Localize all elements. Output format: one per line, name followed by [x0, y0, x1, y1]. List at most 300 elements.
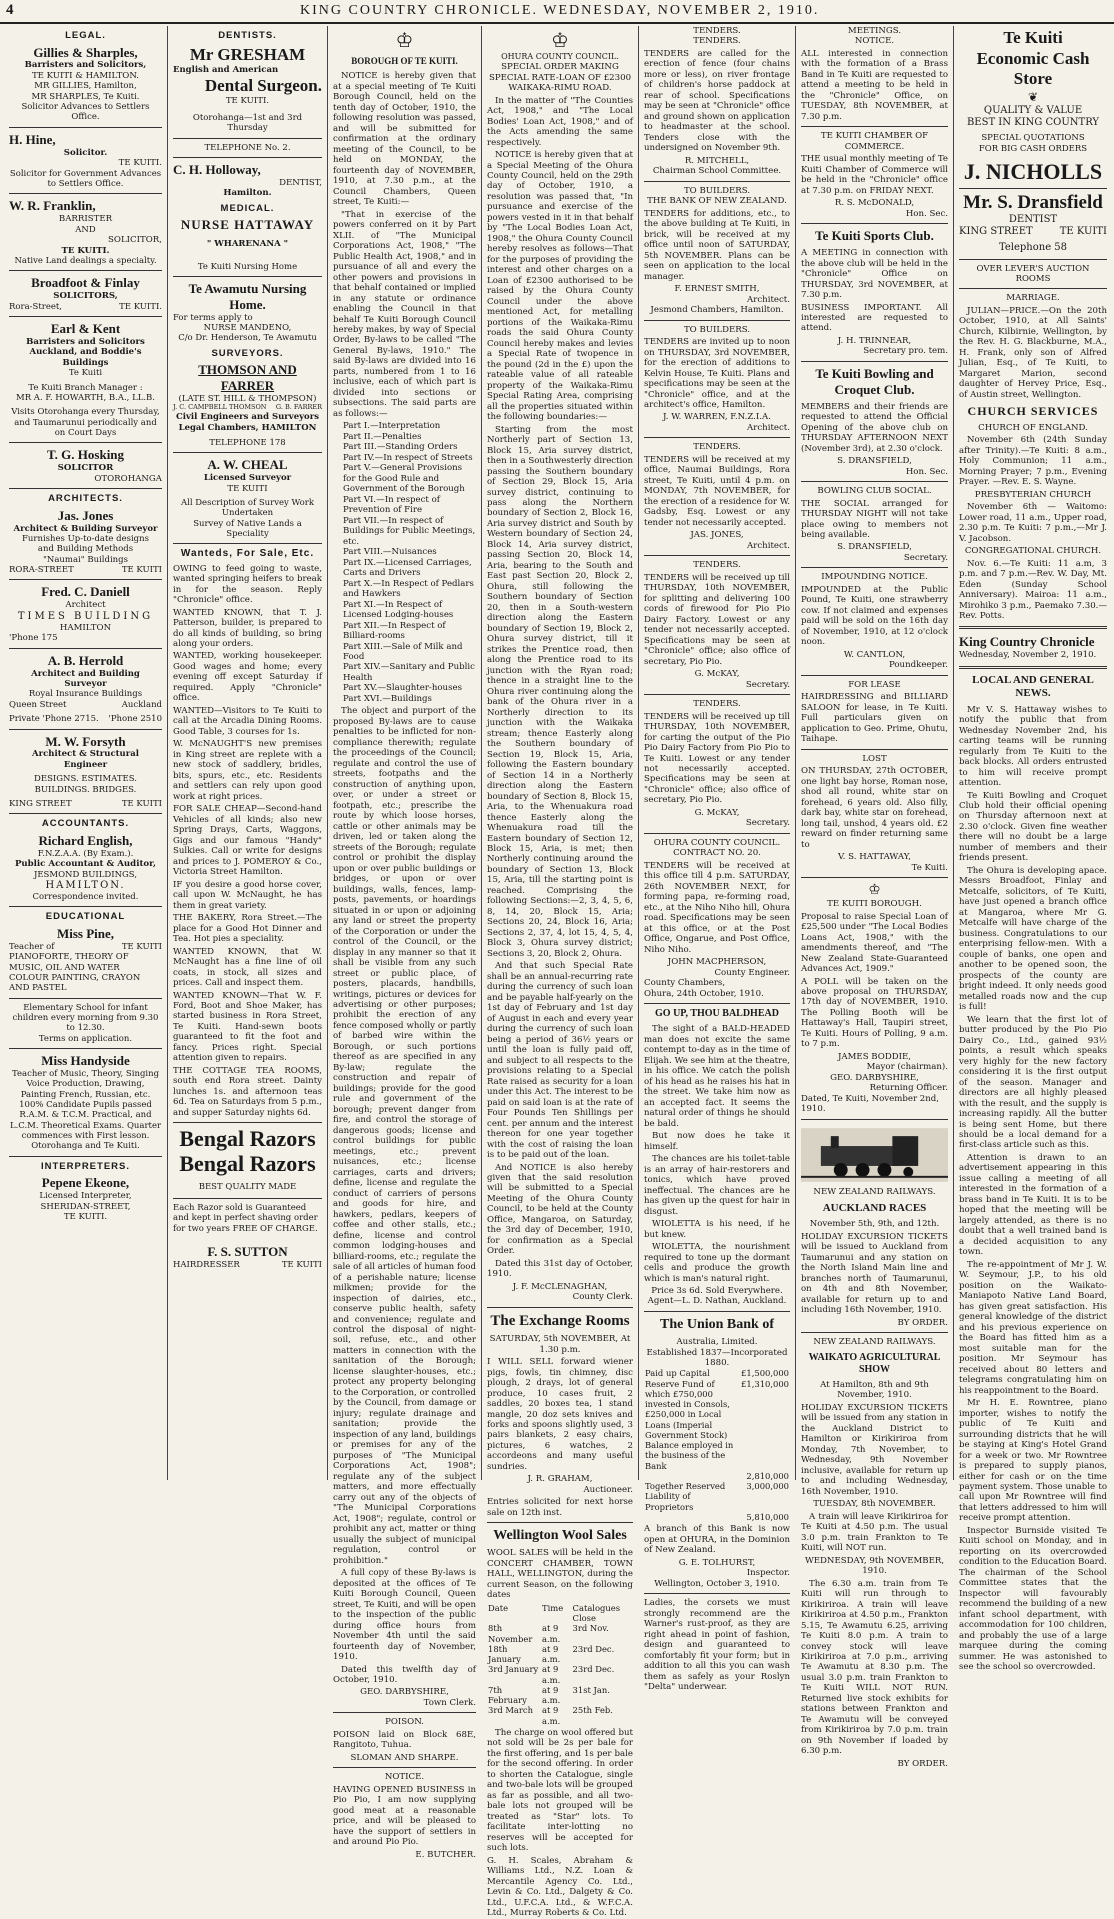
- classified-ad: THE COTTAGE TEA ROOMS, south end Rora street. Dainty lunches 1s. and afternoon teas 6d. Tea on Saturdays from 5 p.m., and supper Saturday nights 6d.: [173, 1065, 322, 1118]
- table-row: [644, 1379, 790, 1471]
- divider: [9, 193, 162, 194]
- signature: S. DRANSFIELD,: [837, 456, 912, 467]
- classified-ad: WANTED, working housekeeper. Good wages and home; every evening off except Saturday if required. Apply "Chronicle" office.: [173, 651, 322, 704]
- issue-date: Wednesday, November 2, 1910.: [959, 650, 1097, 661]
- notice-title: NEW ZEALAND RAILWAYS.: [813, 1187, 936, 1198]
- notice-date: Dated this 31st day of October, 1910.: [487, 1258, 633, 1280]
- railway-notice: HOLIDAY EXCURSION TICKETS will be issued from any station in the Auckland District to Hamilton or Kirikiriroa from Monday, 7th November, to Wednesday, 9th November inclusive, available for return up to and including Wednesday, 16th November, 1910.: [801, 1402, 948, 1497]
- divider: [9, 906, 162, 907]
- church-service-notice: November 6th — Waitomo: Lower road, 11 a.m., Upper road, 2.30 p.m. Te Kuiti: 7 p.m.,—Mr J. V. Jacobson.: [959, 502, 1107, 544]
- ad-line: BEST IN KING COUNTRY: [966, 117, 1100, 129]
- table-row: [644, 1481, 790, 1512]
- notice-title: POISON.: [385, 1717, 424, 1728]
- ad-partner: G. B. FARRER: [275, 403, 322, 412]
- ad-line: Each Razor sold is Guaranteed and kept in perfect shaving order for two years FREE OF CHARGE.: [173, 1203, 318, 1234]
- bylaw-part: Part XVI.—Buildings: [343, 693, 432, 704]
- notice-date: Dated this twelfth day of October, 1910.: [333, 1664, 476, 1685]
- ad-title-exchange-rooms: The Exchange Rooms: [490, 1312, 630, 1329]
- ad-holloway: [173, 162, 322, 199]
- church-name: CHURCH OF ENGLAND.: [978, 422, 1088, 433]
- divider: [801, 481, 948, 482]
- signature: R. S. McDONALD,: [834, 198, 915, 209]
- signature-title: Secretary pro. tem.: [863, 346, 948, 357]
- ad-place: Te Kuiti: [68, 368, 103, 379]
- news-paragraph: Mr V. S. Hattaway wishes to notify the public that from Wednesday November 2nd, his carting teams will be running regularly from Te Kuiti to the back blocks. All orders entrusted to him will receive prompt attention.: [959, 704, 1107, 789]
- signature: JAS. JONES,: [690, 530, 744, 541]
- bylaw-part: Part XIV.—Sanitary and Public Health: [343, 662, 475, 683]
- divider: [9, 1048, 162, 1049]
- newspaper-title: KING COUNTRY CHRONICLE. WEDNESDAY, NOVEMBER 2, 1910.: [300, 3, 820, 18]
- ad-paragraph: I WILL SELL forward wiener pigs, fowls, tin chimney, disc plough, 2 drays, lot of general produce, 10 cases fruit, 2 saddles, 20 boxes tea, 1 stand mangle, 20 doz sets knives and forks and spoons slightly used, 3 pairs blankets, 2 easy chairs, pictures, 6 watches, 2 accordeons and many useful sundries.: [487, 1357, 633, 1472]
- ad-role: SOLICITOR,: [108, 235, 162, 246]
- notice-title: NOTICE.: [384, 1772, 425, 1783]
- bylaw-part: Part XI.—In Respect of Licensed Lodging-houses: [343, 599, 454, 621]
- notice-paragraph: And NOTICE is also hereby given that the said resolution will be submitted to a Special Meeting of the Ohura County Council, to be held at the County Office, Mangaroa, on Saturday, the 3rd day of December, 1910, for confirmation as a Special Order.: [487, 1162, 633, 1257]
- ad-role: Architect & Structural Engineer: [32, 749, 139, 770]
- ad-role: Civil Engineers and Surveyors: [175, 412, 319, 423]
- ad-line: NURSE MANDENO,: [203, 323, 292, 334]
- ad-title-baldhead: GO UP, THOU BALDHEAD: [655, 1008, 779, 1020]
- signature: GEO. DARBYSHIRE,: [830, 1072, 919, 1083]
- classified-ad: WANTED KNOWN, that T. J. Patterson, builder, is prepared to do all kinds of building, so bring along your orders.: [173, 607, 322, 649]
- bylaw-parts-list: [333, 421, 476, 704]
- signature-title: Architect.: [747, 422, 790, 433]
- ad-role: SOLICITORS,: [53, 291, 118, 302]
- ad-place: OTOROHANGA: [94, 473, 162, 484]
- signature: F. ERNEST SMITH,: [674, 284, 760, 295]
- divider: [644, 1311, 790, 1312]
- divider: [644, 320, 790, 321]
- ad-address: Auckland, and Boddie's Buildings: [29, 347, 142, 368]
- ad-paragraph: WOOL SALES will be held in the CONCERT CHAMBER, TOWN HALL, WELLINGTON, during the current Season, on the following dates: [487, 1548, 633, 1601]
- news-paragraph: The Ohura is developing apace. Messrs Broadfoot, Finlay and Metcalfe, solicitors, of Te Kuiti, have just opened a branch office at Mangaroa, where Mr G. Metcalfe will have charge of the business. Congratulations to our enterprising fellow-men. With a couple of banks, one open and another to be opened soon, the prospects of the county are bright indeed. It only needs good metalled roads now and the cup is full!: [959, 865, 1107, 1013]
- ad-gillies-sharples: [9, 45, 162, 123]
- ad-line: MR SHARPLES, Te Kuiti.: [31, 91, 140, 102]
- table-cell: 2,810,000: [746, 1470, 789, 1481]
- table-cell: 23rd Dec.: [572, 1643, 615, 1654]
- bylaw-part: Part XII.—In Respect of Billiard-rooms: [343, 620, 446, 642]
- railway-notice: The 6.30 a.m. train from Te Kuiti will run through to Kirikiriroa. A train will leave Kirikiriroa at 4.50 p.m., Frankton 5.15, Te Awamutu 6.25, arriving Te Kuiti 8.0 p.m. A train to convey stock will leave Kirikiriroa at 7.0 p.m., arriving Te Awamutu at 8.30 p.m. The usual 3.0 p.m. train Frankton to Te Kuiti WILL NOT RUN. Returned live stock exhibits for stations between Frankton and Te Awamutu will be conveyed from Kirikiriroa by 7.0 p.m. train on 9th November if loaded by 6.30 p.m.: [801, 1578, 948, 1757]
- table-row: [487, 1705, 633, 1726]
- ad-economic-cash-store: [959, 28, 1107, 184]
- ad-name: Te Awamutu Nursing Home.: [188, 280, 307, 312]
- notice-paragraph: NOTICE is hereby given that at a special meeting of Te Kuiti Borough Council, held on the tenth day of October, 1910, the following resolution was passed, and will be submitted for confirmation at the ordinary meeting of the Council, to be held on MONDAY, the fourteenth day of NOVEMBER, 1910, at 7.30 p.m., at the Council Chambers, Queen street, Te Kuiti:—: [333, 71, 476, 208]
- notice-date: Dated, Te Kuiti, November 2nd, 1910.: [801, 1093, 940, 1115]
- divider: [333, 1767, 476, 1768]
- ad-thomson-farrer: [173, 362, 322, 448]
- ad-ekeone: [9, 1175, 162, 1222]
- bylaw-part: Part VI.—In respect of Prevention of Fire: [343, 494, 440, 516]
- wool-sale-dates-table: [487, 1603, 633, 1726]
- ad-name: Pepene Ekeone,: [41, 1175, 130, 1191]
- ad-price: Price 3s 6d. Sold Everywhere.: [651, 1285, 783, 1296]
- ad-qualification: F.N.Z.A.A. (By Exam.).: [37, 848, 134, 859]
- table-cell: 3rd Nov.: [572, 1623, 609, 1634]
- divider: [9, 488, 162, 489]
- signature-title: Inspector.: [746, 1568, 790, 1579]
- signature-title: Te Kuiti.: [911, 862, 948, 873]
- section-header-architects: ARCHITECTS.: [48, 493, 123, 505]
- notice-title: LOST: [862, 753, 887, 764]
- bylaw-part: Part XV.—Slaughter-houses: [343, 683, 462, 694]
- news-paragraph: Inspector Burnside visited Te Kuiti school on Monday, and in reporting on its overcrowded condition to the Education Board. The chairman of the School Committee states that the Inspector will favourably recommend the building of a new infant school department, with accommodation for 100 children, and probably the use of a large marquee during the coming summer. He was astonished to see the school so overcrowded.: [959, 1525, 1107, 1673]
- ad-address: JESMOND BUILDINGS,: [33, 869, 138, 880]
- ad-place: Hamilton.: [223, 188, 272, 199]
- classified-ad: THE BAKERY, Rora Street.—The place for a Good Hot Dinner and Tea. Hot pies a speciality.: [173, 913, 322, 945]
- divider: [959, 666, 1107, 669]
- ad-role: Architect & Building Surveyor: [13, 523, 158, 534]
- table-cell: [644, 1512, 740, 1522]
- ad-line: MR GILLIES, Hamilton,: [34, 81, 137, 92]
- divider: [644, 1003, 790, 1004]
- signature: V. S. HATTAWAY,: [837, 852, 911, 863]
- ad-line: For terms apply to: [173, 312, 253, 323]
- table-cell: at 9 a.m.: [542, 1684, 561, 1706]
- ad-line: Te Kuiti Branch Manager :: [28, 382, 143, 393]
- section-header-interpreters: INTERPRETERS.: [40, 1160, 130, 1172]
- signature: JAMES BODDIE,: [837, 1051, 912, 1062]
- church-name: PRESBYTERIAN CHURCH: [974, 489, 1092, 500]
- meeting-notice: ALL interested in connection with the formation of a Brass Band in Te Kuiti are requested to attend a meeting to be held in the "Chronicle" Office, on TUESDAY, 8th NOVEMBER, at 7.30 p.m.: [801, 48, 948, 122]
- ornament-icon: ❦: [1027, 90, 1039, 105]
- ad-note: Elementary School for infant children every morning from 9.30 to 12.30.: [12, 1002, 159, 1034]
- meeting-notice: HAIRDRESSING and BILLIARD SALOON for lease, in Te Kuiti. Full particulars given on application to Geo. Prime, Ohutu, Taihape.: [801, 692, 948, 745]
- signature-address: Ohura, 24th October, 1910.: [644, 988, 764, 999]
- ad-partner: J. C. CAMPBELL THOMSON: [173, 403, 267, 412]
- news-paragraph: Mr H. E. Rowntree, piano importer, wishes to notify the public of Te Kuiti and surrounding districts that he will be staying at King's Hotel Grand for a week or two. Mr Rowntree is prepared to supply pianos, either for cash or on the time payment system. Those unable to call upon Mr Rowntree will find that letters addressed to him will receive prompt attention.: [959, 1398, 1107, 1524]
- bylaw-part: Part IX.—Licensed Carriages, Carts and Drivers: [343, 557, 472, 579]
- ad-miss-handyside: [9, 1053, 162, 1152]
- church-name: CONGREGATIONAL CHURCH.: [964, 546, 1102, 557]
- ad-address: C/o Dr. Henderson, Te Awamutu: [178, 333, 317, 344]
- section-header-local-news: LOCAL AND GENERAL NEWS.: [972, 673, 1094, 700]
- table-header: Time: [542, 1602, 564, 1613]
- table-cell: Paid up Capital: [645, 1368, 710, 1379]
- ad-subtitle: Australia, Limited.: [676, 1337, 758, 1348]
- ad-role: Licensed Interpreter,: [39, 1191, 132, 1202]
- divider: [9, 127, 162, 128]
- ad-role: DENTIST,: [279, 177, 322, 188]
- classified-ad: WANTED—Visitors to Te Kuiti to call at the Arcadia Dining Rooms. Good Table, 3 courses for 1s.: [173, 705, 322, 737]
- coat-of-arms-icon: ♔: [868, 882, 881, 899]
- ad-address: TIMES BUILDING: [17, 610, 154, 622]
- classified-ad: WANTED KNOWN—That W. F. Ford, Boot and Shoe Maker, has started business in Rora Street, Te Kuiti. Hand-sewn boots guaranteed to fit the foot and fancy. Prices right. Special attention given to repairs.: [173, 990, 322, 1064]
- table-cell: at 9 a.m.: [542, 1623, 561, 1644]
- signature: G. E. TOLHURST,: [678, 1557, 756, 1568]
- table-cell: at 9 a.m.: [542, 1664, 561, 1685]
- signature: S. DRANSFIELD,: [837, 542, 912, 553]
- ad-miss-pine: [9, 926, 162, 1044]
- ad-title-auckland-races: AUCKLAND RACES: [822, 1201, 927, 1214]
- notice-title: TENDERS.: [693, 699, 741, 710]
- signature-title: Chairman School Committee.: [652, 166, 782, 177]
- signature: E. BUTCHER.: [415, 1849, 476, 1860]
- ad-title: " WHARENANA ": [206, 239, 289, 250]
- table-cell: 3rd January: [488, 1664, 539, 1675]
- signature-title: Poundkeeper.: [888, 660, 948, 671]
- signature-title: Hon. Sec.: [905, 208, 948, 219]
- signature: BY ORDER.: [897, 1758, 948, 1769]
- signature: R. MITCHELL,: [684, 155, 750, 166]
- column-1-legal: [4, 26, 168, 1480]
- signature-title: County Clerk.: [572, 1292, 633, 1303]
- ad-name: Mr GRESHAM: [189, 44, 306, 64]
- ad-line: Survey of Native Lands a Speciality: [193, 518, 302, 540]
- ad-role: Licensed Surveyor: [203, 473, 292, 484]
- table-row: [487, 1623, 633, 1644]
- table-cell: 5,810,000: [746, 1511, 789, 1522]
- divider: [801, 749, 948, 750]
- ad-place: TE KUITI: [121, 941, 162, 952]
- ad-note: Visits Otorohanga every Thursday, and Taumarunui periodically and on Court Days: [11, 407, 160, 438]
- ad-name: C. H. Holloway,: [173, 161, 261, 177]
- ad-established: Established 1837—Incorporated 1880.: [646, 1347, 788, 1368]
- section-header-medical: MEDICAL.: [220, 202, 275, 214]
- ad-line: Otorohanga—1st and 3rd Thursday: [192, 112, 303, 134]
- ad-gresham: [173, 45, 322, 153]
- ad-date: SATURDAY, 5th NOVEMBER, At 1.30 p.m.: [489, 1334, 631, 1355]
- ad-agent: Agent—L. D. Nathan, Auckland.: [647, 1296, 787, 1307]
- ad-place: TE KUITI.: [63, 1212, 108, 1223]
- table-cell: 3rd March: [488, 1705, 534, 1716]
- masthead: [0, 0, 1114, 24]
- notice-title: TENDERS.: [693, 560, 741, 571]
- bylaw-part: Part IV.—In respect of Streets: [343, 452, 473, 463]
- table-cell: 23rd Dec.: [572, 1664, 615, 1675]
- tender-notice: TENDERS will be received up till THURSDAY, 10th NOVEMBER, for splitting and delivering 100 cords of firewood for Pio Pio Dairy Factory. Lowest or any tender not necessarily accepted. Specifications may be seen at "Chronicle" office; also office of secretary, Pio Pio.: [644, 572, 790, 667]
- section-header-educational: EDUCATIONAL: [45, 911, 126, 923]
- ad-line: BUILDINGS. BRIDGES.: [34, 784, 137, 795]
- column-5-tenders: [639, 26, 796, 1693]
- notice-title: TE KUITI BOROUGH.: [827, 899, 922, 910]
- divider: [801, 126, 948, 127]
- ad-paragraph: But now does he take it himself.: [644, 1131, 790, 1152]
- ad-place: Auckland: [121, 699, 162, 710]
- ad-line: DESIGNS. ESTIMATES.: [34, 774, 137, 785]
- signature: JOHN MACPHERSON,: [667, 957, 767, 968]
- ad-title: Bengal Razors: [179, 1126, 316, 1152]
- ad-line: MR A. F. HOWARTH, B.A., LL.B.: [15, 392, 156, 403]
- divider: [173, 543, 322, 544]
- ad-place: TE KUITI: [281, 1259, 322, 1270]
- ad-role: HAIRDRESSER: [173, 1259, 240, 1270]
- bylaw-part: Part VIII.—Nuisances: [343, 547, 437, 558]
- coat-of-arms-icon: ♔: [551, 28, 569, 52]
- divider: [959, 288, 1107, 289]
- bylaw-part: Part II.—Penalties: [343, 431, 422, 442]
- divider: [801, 1332, 948, 1333]
- divider: [9, 579, 162, 580]
- ad-name: H. Hine,: [9, 131, 56, 147]
- notice-paragraph: HAVING OPENED BUSINESS in Pio Pio, I am now supplying good meat at a reasonable price, and will be pleased to have the support of settlers in and around Pio Pio.: [333, 1784, 476, 1848]
- divider: [801, 675, 948, 676]
- signature-address: County Chambers,: [644, 978, 726, 989]
- divider: [9, 316, 162, 317]
- table-cell: 31st Jan.: [572, 1684, 610, 1695]
- divider: [9, 648, 162, 649]
- newspaper-nameplate: King Country Chronicle: [959, 634, 1095, 650]
- ad-name: F. S. SUTTON: [207, 1244, 288, 1260]
- ad-line: (LATE ST. HILL & THOMPSON): [178, 394, 317, 405]
- signature-title: Architect.: [747, 540, 790, 551]
- ad-name: Jas. Jones: [57, 507, 114, 523]
- bylaw-part: Part VII.—In respect of Buildings for Public Meetings, etc.: [343, 515, 476, 547]
- column-6-meetings: [796, 26, 954, 1769]
- ad-place: TE KUITI.: [118, 158, 162, 169]
- ad-line: All Description of Survey Work: [180, 497, 315, 508]
- signature-title: Architect.: [747, 294, 790, 305]
- table-cell: Together Reserved Liability of Proprietors: [645, 1481, 726, 1512]
- railway-notice: HOLIDAY EXCURSION TICKETS will be issued to Auckland from Taumarunui and any station on the North Island Main line and branches north of Taumarunui, on 4th and 8th November, available for return up to and including 16th November, 1910.: [801, 1231, 948, 1316]
- notice-title: TO BUILDERS.: [683, 185, 751, 196]
- ad-address: Royal Insurance Buildings: [28, 689, 143, 700]
- signature: GEO. DARBYSHIRE,: [360, 1687, 449, 1698]
- page-columns: [4, 26, 1112, 1919]
- ad-paragraph: Ladies, the corsets we must strongly recommend are the Warner's rust-proof, as they are right ahead in point of fashion, design and guaranteed to comfortably fit your form; but in addition to all this you can wash them as safely as your Roslyn "Delta" underwear.: [644, 1598, 790, 1693]
- table-cell: 25th Feb.: [572, 1705, 613, 1716]
- meeting-notice: THE usual monthly meeting of Te Kuiti Chamber of Commerce will be held in the "Chronicle" office at 7.30 p.m. on FRIDAY NEXT.: [801, 154, 948, 196]
- news-paragraph: Te Kuiti Bowling and Croquet Club hold their official opening on Thursday afternoon next at 2.30 o'clock. Given fine weather there will no doubt be a large number of members and their friends present.: [959, 790, 1107, 864]
- ad-date: At Hamilton, 8th and 9th November, 1910.: [820, 1379, 929, 1401]
- ad-note: Solicitor for Government Advances to Settlers Office.: [9, 168, 162, 190]
- classified-ad: IF you desire a good horse cover, call upon W. McNaught, he has them in great variety.: [173, 879, 322, 911]
- ad-name: Richard English,: [38, 832, 133, 848]
- ad-place: TE KUITI.: [61, 245, 110, 256]
- divider: [801, 1119, 948, 1120]
- signature: J. H. TRINNEAR,: [837, 335, 912, 346]
- notice-subtitle: CONTRACT NO. 20.: [673, 848, 761, 859]
- section-header-church-services: CHURCH SERVICES: [967, 404, 1099, 419]
- notice-title: NOTICE.: [854, 36, 895, 47]
- ad-address: SHERIDAN-STREET,: [40, 1201, 131, 1212]
- table-cell: 7th February: [488, 1684, 527, 1706]
- ad-jones: [9, 508, 162, 576]
- ad-name: T. G. Hosking: [46, 447, 125, 463]
- ad-line: FOR BIG CASH ORDERS: [978, 143, 1088, 154]
- ad-name: Fred. C. Daniell: [41, 584, 130, 600]
- ad-role: Public Accountant & Auditor,: [14, 859, 157, 870]
- tender-notice: TENDERS are called for the erection of fence (four chains more or less), on river frontage of children's horse paddock at rear of school. Specifications may be seen at "Chronicle" office and ground shown on application to headmaster at the school. Tenders close with the undersigned on November 9th.: [644, 48, 790, 154]
- ad-franklin: [9, 198, 162, 266]
- ad-phone: Telephone 58: [998, 242, 1068, 254]
- divider: [644, 555, 790, 556]
- ad-line: SPECIAL QUOTATIONS: [981, 133, 1085, 144]
- divider: [644, 833, 790, 834]
- divider: [801, 877, 948, 878]
- ad-role: Barristers and Solicitors,: [24, 60, 147, 71]
- table-cell: [644, 1471, 740, 1481]
- ad-role: English and American: [173, 65, 279, 76]
- ad-title: Bengal Razors: [179, 1150, 316, 1176]
- railway-subheading: WEDNESDAY, 9th NOVEMBER, 1910.: [804, 1555, 945, 1577]
- notice-title: OHURA COUNTY COUNCIL.: [653, 837, 781, 848]
- column-2-dentists: [168, 26, 328, 1480]
- ad-nurse-hattaway: [173, 217, 322, 272]
- ad-place: TE KUITI: [121, 798, 162, 809]
- church-service-notice: Nov. 6.—Te Kuiti: 11 a.m, 3 p.m. and 7 p.m.—Rev. W. Day, Mt. Eden (Sunday School Anniversary). Mairoa: 11 a.m., Mirohiko 3 p.m., Paemako 7.30.—Rev. Potts.: [959, 558, 1107, 621]
- ad-name: A. B. Herrold: [47, 652, 124, 668]
- ad-line: Teacher of Music, Theory, Singing Voice Production, Drawing, Painting French, Russian, etc. 100% Candidate Pupils passed R.A.M. & T.C.M. Practical, and L.C.M. Theoretical Exams. Quarter commences with First lesson. Otorohanga and Te Kuiti.: [9, 1068, 162, 1152]
- ad-address: Queen Street: [9, 699, 67, 710]
- ad-role: Architect: [65, 600, 106, 611]
- divider: [959, 626, 1107, 629]
- divider: [644, 181, 790, 182]
- tender-notice: TENDERS for additions, etc., to the above building at Te Kuiti, in brick, will be received at my office until noon of SATURDAY, 5th NOVEMBER. Plans can be seen on application to the local manager.: [644, 208, 790, 282]
- news-paragraph: We learn that the first lot of butter produced by the Pio Pio Dairy Co., Ltd., gained 93½ points, a result which speaks very highly for the new factory considering it is the first output of the season. Manager and directors are all highly pleased with the result, and the supply is increasing rapidly. All the butter is being sent Home, but there should be a local demand for a first-class article such as this.: [959, 1014, 1107, 1151]
- divider: [173, 276, 322, 277]
- ad-name: A. W. CHEAL: [207, 457, 288, 473]
- signature: W. CANTLON,: [843, 649, 906, 660]
- signature-title: Town Clerk.: [423, 1697, 476, 1708]
- ad-phone: Private 'Phone 2715.: [9, 714, 99, 725]
- ad-herrold: [9, 653, 162, 725]
- ad-daniell: [9, 584, 162, 644]
- ad-line: BEST QUALITY MADE: [198, 1181, 297, 1192]
- signature: J. W. WARREN, F.N.Z.I.A.: [663, 412, 771, 423]
- ad-paragraph: A branch of this Bank is now open at OHURA, in the Dominion of New Zealand.: [644, 1524, 790, 1556]
- divider: [644, 694, 790, 695]
- signature-title: Secretary.: [903, 552, 948, 563]
- divider: [173, 1122, 322, 1123]
- signature-title: County Engineer.: [714, 967, 790, 978]
- ad-note: Terms on application.: [38, 1033, 133, 1044]
- ad-name: Broadfoot & Finlay: [31, 275, 140, 291]
- ad-phone: 'Phone 2510: [108, 714, 162, 725]
- ad-address: OVER LEVER'S AUCTION ROOMS: [976, 263, 1090, 284]
- ad-name: Miss Pine,: [56, 925, 115, 941]
- ad-broadfoot-finlay: [9, 275, 162, 312]
- ad-line: "Naumai" Buildings: [43, 554, 128, 565]
- railway-notice: A train will leave Kirikiriroa for Te Kuiti at 4.50 p.m. The usual 3.0 p.m. train Frankton to Te Kuiti, will NOT run.: [801, 1511, 948, 1554]
- table-row: [644, 1368, 790, 1378]
- ad-cheal: [173, 457, 322, 539]
- railway-subheading: TUESDAY, 8th NOVEMBER.: [813, 1499, 936, 1510]
- divider: [173, 157, 322, 158]
- divider: [9, 1156, 162, 1157]
- table-cell: £1,500,000: [741, 1368, 789, 1379]
- notice-paragraph: Starting from the most Northerly part of Section 13, Block 15, Aria survey district, then in a Southwesterly direction passing the Southern boundary of Section 29, Block 15, Aria survey district, continuing to pass along the Northern boundary of Section 2, Block 16, Aria survey district and South by Western boundary of Section 24, Block 14, Aria survey district, passing Section 20, Block 14, Aria, bearing to the South and East past Section 20, Block 2, Ohura, still following the Southern boundary of Section 20, then in a South-western direction along the Eastern boundary of Section 19, Block 2, Ohura survey district, till it strikes the Prentice road, then along the Prentice road to its junction with the Ryan road; thence in a straight line to the Ohura river continuing along the bank of the Ohura river in a Northerly direction to its junction with the Waikaka stream; thence Easterly along the Southern boundary of Section 19, Block 15, Aria, following the Eastern boundary of Section 14 in a Northerly direction along the Eastern boundary of Section 8, Block 15, Aria, to the Whenuakura road thence Easterly along the Whenuakura road till the Eastern boundary of Section 12, Block 15, Aria, is met; then Northerly continuing around the boundary of Section 13, Block 15, Aria, till the starting point is reached. Comprising the following Sections:—2, 3, 4, 5, 6, 8, 14, 20, Block 15, Aria; Sections 20, 24, Block 16, Aria; Sections 2, 37, 4, lot 15, 4, 5, 4, Block 3, Ohura survey district; Sections 3, 20, Block 2, Ohura.: [487, 424, 633, 959]
- ad-line: Undertaken: [221, 508, 274, 519]
- divider: [9, 442, 162, 443]
- notice-title: OHURA COUNTY COUNCIL.: [501, 52, 619, 62]
- ad-te-awamutu-nursing: [173, 281, 322, 344]
- notice-paragraph: POISON laid on Block 68E, Rangitoto, Tuhua.: [333, 1729, 476, 1751]
- column-7-news: [954, 26, 1112, 1673]
- section-header-tenders: TENDERS.: [693, 26, 741, 36]
- divider: [173, 452, 322, 453]
- notice-title: TENDERS.: [693, 442, 741, 453]
- ad-earl-kent: [9, 321, 162, 438]
- table-row: [487, 1664, 633, 1685]
- meeting-notice: ON THURSDAY, 27th OCTOBER, one light bay horse, Roman nose, shod all round, white star on forehead, 6 years old. Also filly, dark bay, white star on forehead, long tail, unshod, 4 years old. £2 reward on finder returning same to: [801, 766, 948, 850]
- ad-title-sports-club: Te Kuiti Sports Club.: [815, 228, 934, 244]
- signature: G. McKAY,: [694, 807, 740, 818]
- ad-note: Native Land dealings a specialty.: [14, 256, 157, 267]
- table-cell: at 9 a.m.: [542, 1705, 561, 1726]
- signature-title: Secretary.: [745, 818, 790, 829]
- ad-paragraph: The charge on wool offered but not sold will be 2s per bale for the first offering, and 1s per bale for the second offering. In order to shorten the Catalogue, single and two-bale lots will be grouped as far as possible, and all two-bale lots not grouped will be treated as "Star" lots. To facilitate inter-lotting no reserves will be accepted for such lots.: [487, 1727, 633, 1854]
- classified-ad: OWING to feed going to waste, wanted springing heifers to break in for the season. Reply "Chronicle" office.: [173, 563, 322, 606]
- notice-paragraph: NOTICE is hereby given that at a Special Meeting of the Ohura County Council, held on the 29th day of October, 1910, a resolution was passed that, "In pursuance and exercise of the powers vested in it in that behalf by "The Local Bodies Loan Act, 1908," the Ohura County Council hereby resolves as follows—That for the purposes of providing the interest and other charges on a Loan of £2300 authorised to be raised by the Ohura County Council under the above mentioned Act, for metalling portions of the Waikaka-Rimu roads the said Ohura County Council hereby makes and levies a Special Rate of twopence in the pound (2d in the £) upon the rateable value of all rateable property of the Waikaka-Rimu Special Rating Area, comprising all the properties situated within the following boundaries:—: [487, 150, 633, 423]
- bylaw-part: Part III.—Standing Orders: [343, 442, 458, 453]
- ad-paragraph: WIOLETTA, the nourishment required to tone up the dormant cells and produce the growth which is man's natural right.: [644, 1242, 790, 1284]
- ad-role: DENTIST: [1008, 214, 1058, 225]
- ad-address: RORA-STREET: [9, 565, 74, 576]
- ad-role: SOLICITOR: [57, 463, 114, 474]
- meeting-notice: BUSINESS IMPORTANT. All interested are requested to attend.: [801, 302, 948, 334]
- divider: [333, 1712, 476, 1713]
- ad-place: TE KUITI: [227, 483, 268, 494]
